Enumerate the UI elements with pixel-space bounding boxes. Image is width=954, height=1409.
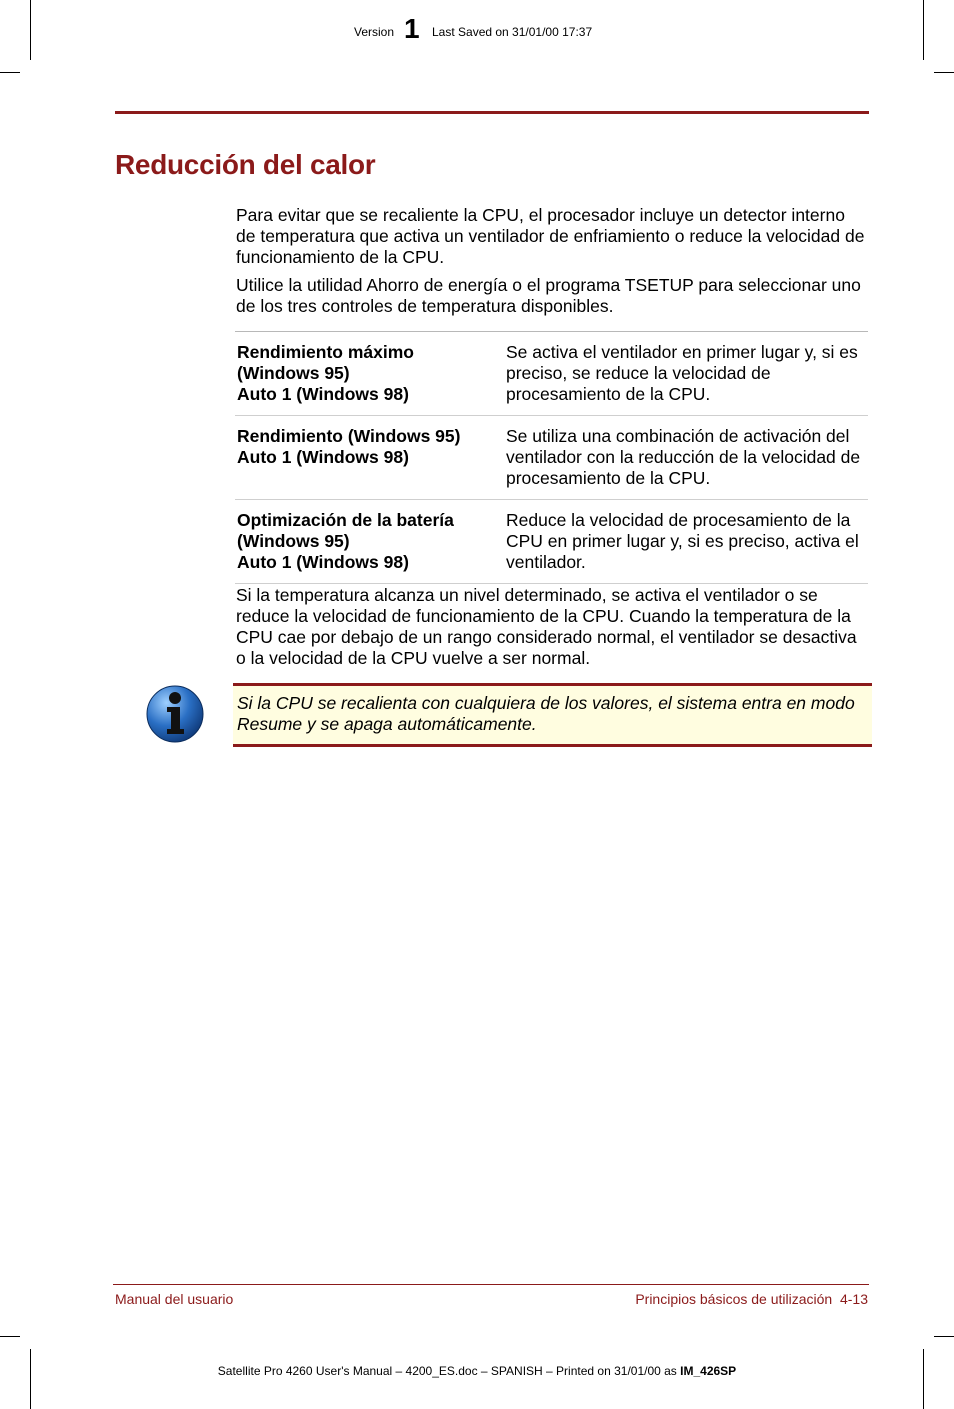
crop-mark (0, 1336, 20, 1337)
term-line: Rendimiento (Windows 95) (237, 426, 461, 446)
table-term (235, 342, 506, 405)
document-header (0, 13, 954, 46)
note-text: Si la CPU se recalienta con cualquiera de los valores, el sistema entra en modo Resume y se apaga automáticamente. (237, 693, 855, 734)
crop-mark (30, 1349, 31, 1409)
term-line: Optimización de la batería (237, 510, 454, 530)
crop-mark (923, 1349, 924, 1409)
table-row (235, 500, 868, 584)
info-note (233, 683, 872, 747)
footer-manual-title: Manual del usuario (115, 1291, 234, 1307)
footer-rule (113, 1284, 869, 1285)
term-line: Rendimiento máximo (237, 342, 414, 362)
temperature-controls-table (235, 331, 868, 584)
table-description: Se utiliza una combinación de activación del ventilador con la reducción de la velocidad de procesamiento de la CPU. (506, 426, 861, 488)
print-info-code: IM_426SP (680, 1364, 737, 1378)
term-line: Auto 1 (Windows 98) (237, 447, 409, 467)
crop-mark (0, 72, 20, 73)
print-info-text: Satellite Pro 4260 User's Manual – 4200_ES.doc – SPANISH – Printed on 31/01/00 as (217, 1364, 677, 1378)
term-line: Auto 1 (Windows 98) (237, 552, 409, 572)
title-rule (115, 111, 869, 114)
intro-paragraph: Para evitar que se recaliente la CPU, el procesador incluye un detector interno de temperatura que activa un ventilador de enfriamiento o reduce la velocidad de funcionamiento de la CPU. (236, 205, 865, 267)
temperature-paragraph: Si la temperatura alcanza un nivel determinado, se activa el ventilador o se reduce la velocidad de funcionamiento de la CPU. Cuando la temperatura de la CPU cae por debajo de un rango considerado normal, el ventilador se desactiva o la velocidad de la CPU vuelve a ser normal. (236, 585, 857, 668)
term-line: (Windows 95) (237, 531, 350, 551)
table-row (235, 416, 868, 500)
version-label: Version (354, 25, 395, 39)
table-term (235, 510, 506, 573)
table-description: Se activa el ventilador en primer lugar y, si es preciso, se reduce la velocidad de procesamiento de la CPU. (506, 342, 858, 404)
crop-mark (934, 1336, 954, 1337)
instructions-paragraph: Utilice la utilidad Ahorro de energía o el programa TSETUP para seleccionar uno de los tres controles de temperatura disponibles. (236, 275, 861, 316)
crop-mark (934, 72, 954, 73)
page-title: Reducción del calor (115, 149, 376, 180)
table-term (235, 426, 506, 489)
term-line: (Windows 95) (237, 363, 350, 383)
last-saved: Last Saved on 31/01/00 17:37 (432, 25, 593, 39)
term-line: Auto 1 (Windows 98) (237, 384, 409, 404)
info-icon (146, 685, 204, 743)
table-row (235, 332, 868, 416)
version-number: 1 (404, 13, 420, 44)
footer-chapter-page: Principios básicos de utilización 4-13 (635, 1291, 868, 1307)
print-info (0, 1364, 954, 1378)
table-description: Reduce la velocidad de procesamiento de la CPU en primer lugar y, si es preciso, activa el ventilador. (506, 510, 859, 572)
